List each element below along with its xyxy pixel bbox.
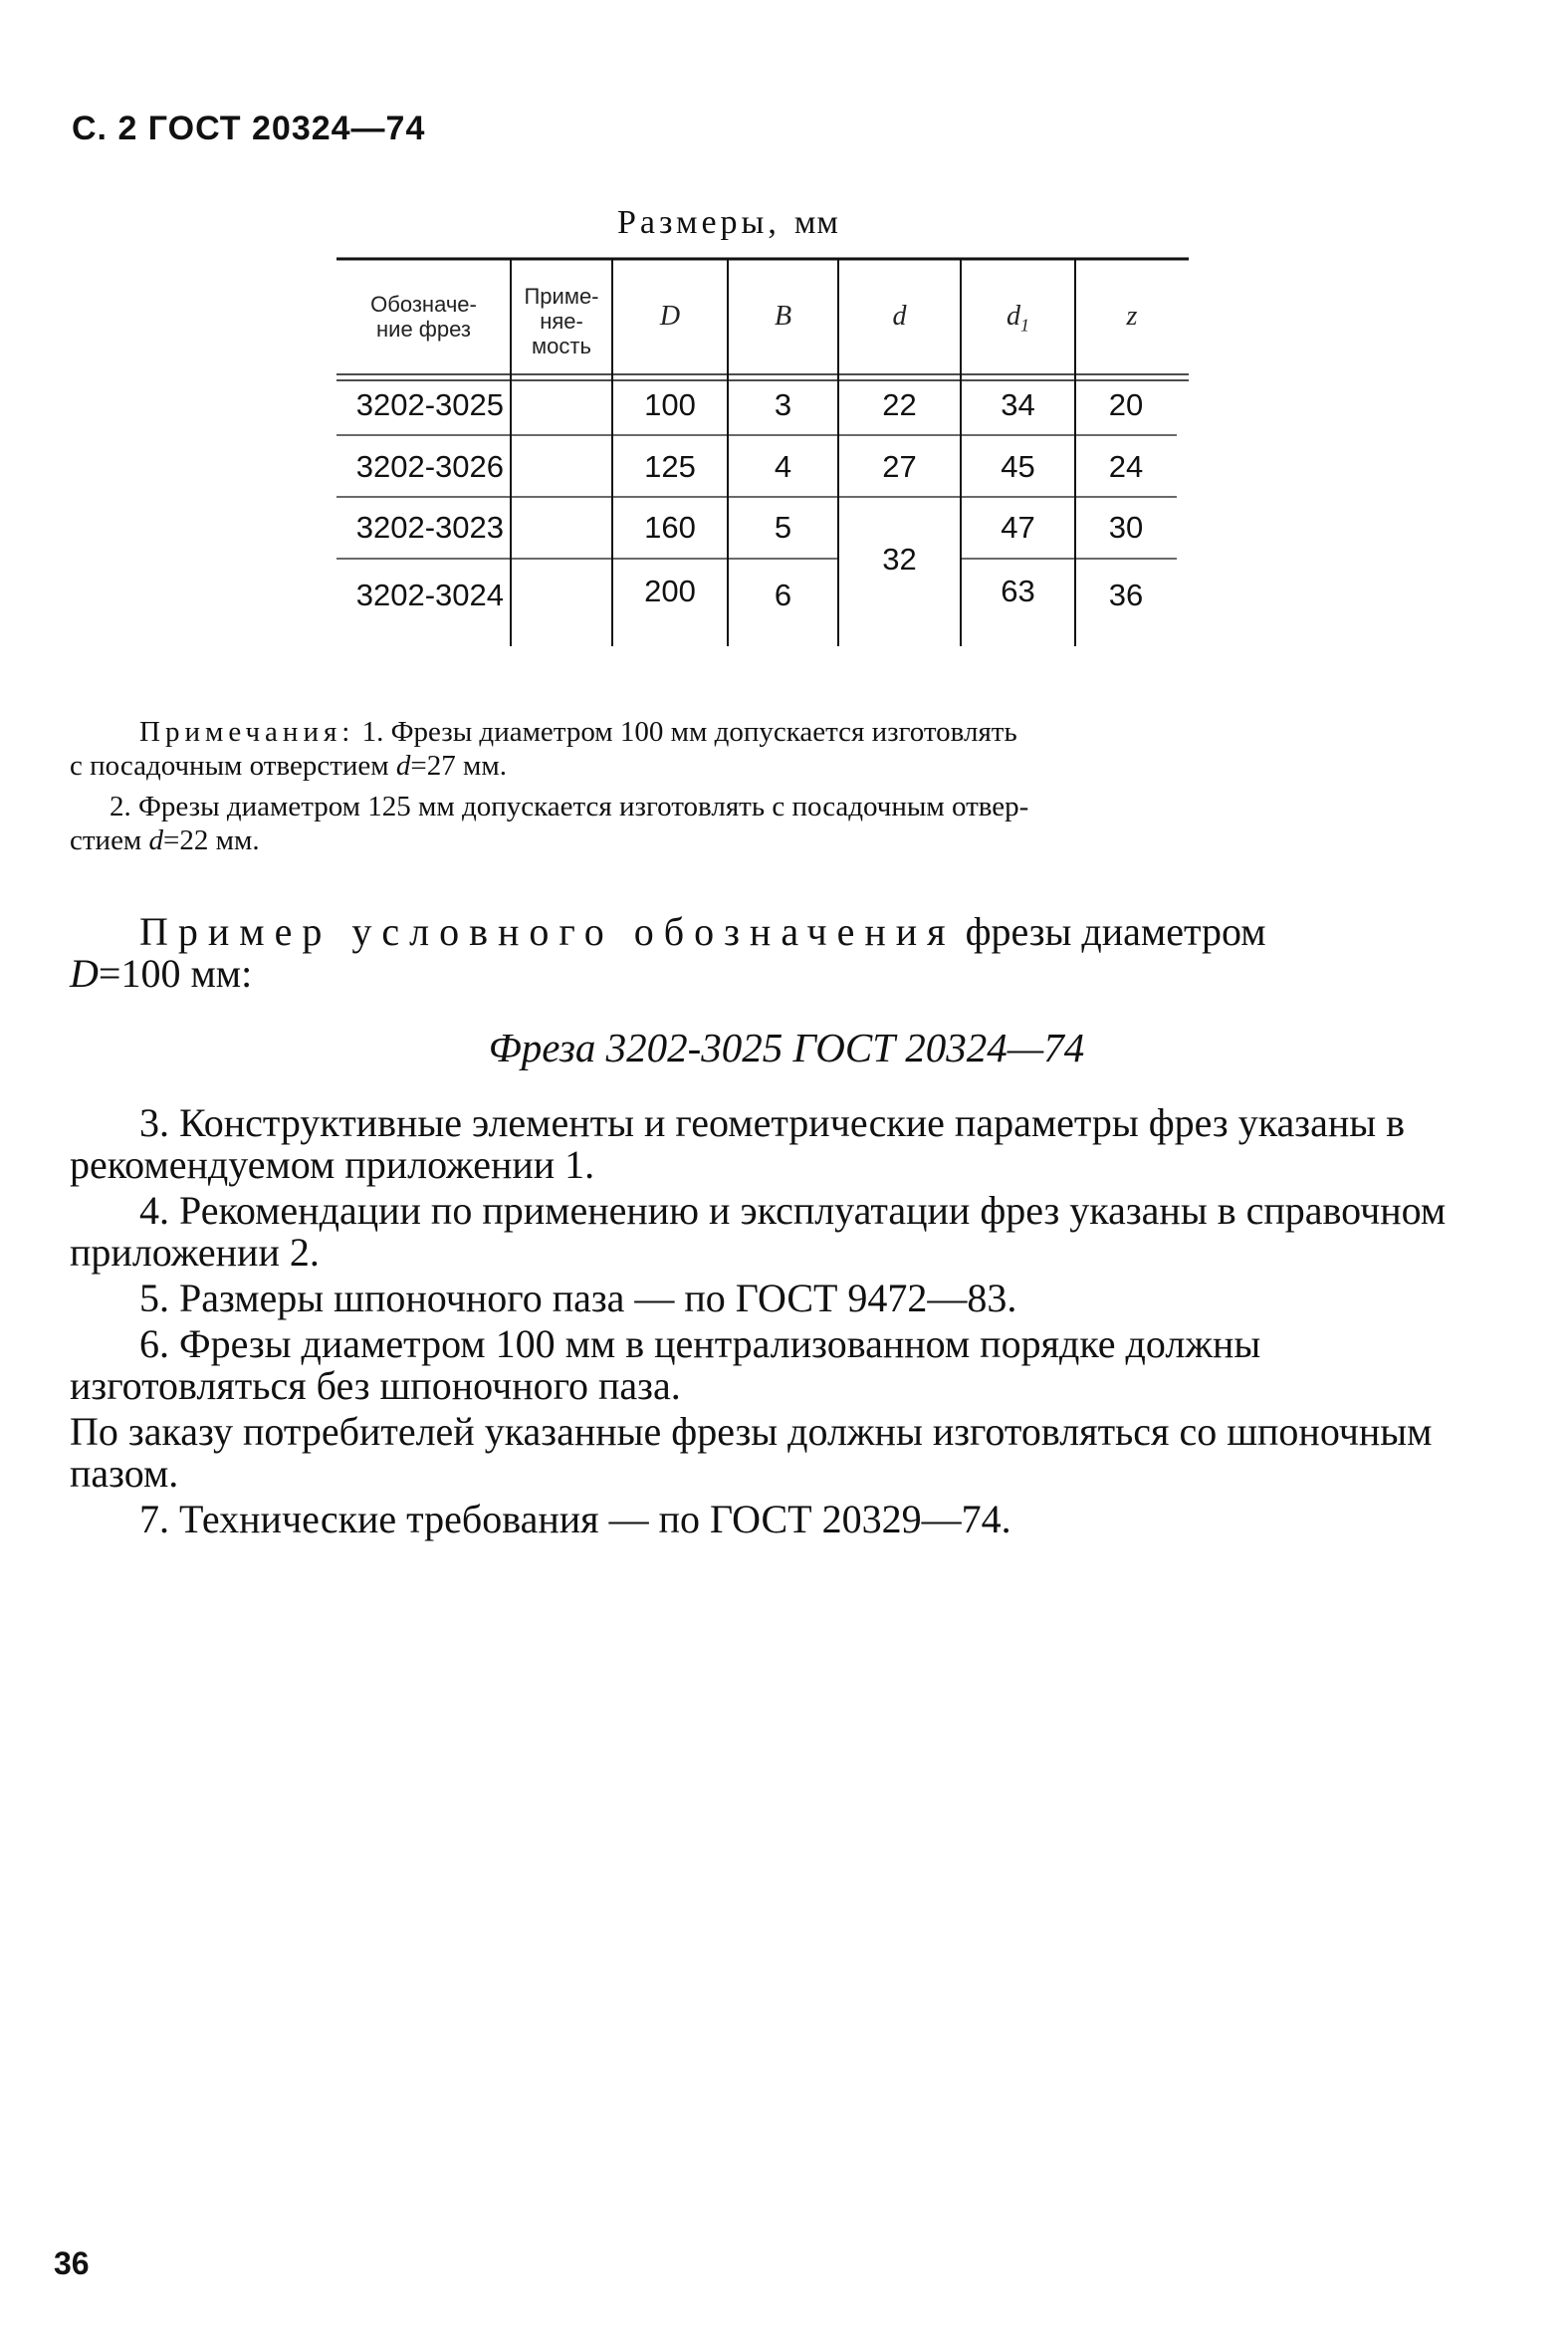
- table-caption-unit: мм: [793, 204, 839, 241]
- header-D: D: [659, 301, 681, 332]
- header-d1: [961, 301, 1075, 339]
- page-number: 36: [54, 2245, 90, 2281]
- row4-z: 36: [1108, 578, 1144, 612]
- row2-z: 24: [1108, 449, 1144, 484]
- row1-B: 3: [774, 387, 792, 422]
- row4-B: 6: [774, 578, 792, 612]
- row1-d: 22: [882, 387, 917, 422]
- row4-code: 3202-3024: [355, 578, 504, 612]
- note-1-text-b: с посадочным отверстием: [70, 750, 396, 782]
- notes-label: Примечания:: [139, 716, 355, 748]
- row2-code: 3202-3026: [355, 449, 504, 484]
- paragraph-3: 3. Конструктивные элементы и геометрические параметры фрез указаны в рекомендуемом приложении 1.: [70, 1100, 1406, 1187]
- table-caption: [617, 204, 839, 242]
- paragraph-6: 6. Фрезы диаметром 100 мм в централизованном порядке должны изготовляться без шпоночного паза.: [70, 1321, 1261, 1408]
- header-applicability: [511, 284, 612, 358]
- example-heading: Пример условного обозначения: [139, 909, 956, 954]
- row3-code: 3202-3023: [355, 510, 504, 545]
- note-1-text-c: =27 мм.: [410, 750, 507, 782]
- header-designation-line2: ние фрез: [376, 317, 471, 342]
- example-line-2: [70, 953, 1463, 995]
- header-d1-letter: d: [1007, 301, 1020, 332]
- row4-d1: 63: [1001, 574, 1035, 608]
- note-1: [139, 715, 1463, 749]
- example-variable: D: [70, 951, 99, 996]
- header-d: d: [892, 301, 907, 332]
- paragraph-5: 5. Размеры шпоночного паза — по ГОСТ 9472—83.: [139, 1276, 1017, 1320]
- example-line-1: [70, 911, 1463, 953]
- header-designation-line1: Обозначе-: [370, 292, 477, 317]
- row2-B: 4: [774, 449, 792, 484]
- note-1-text-a: 1. Фрезы диаметром 100 мм допускается изготовлять: [361, 716, 1017, 748]
- note-2-text-c: =22 мм.: [163, 824, 260, 856]
- note-1-variable: d: [395, 750, 411, 782]
- note-2-variable: d: [148, 824, 164, 856]
- row3-d1: 47: [1001, 510, 1035, 545]
- header-applicability-line1: Приме-: [524, 284, 599, 309]
- note-2: 2. Фрезы диаметром 125 мм допускается изготовлять с посадочным отвер-: [110, 791, 1029, 822]
- header-applicability-line3: мость: [532, 334, 591, 358]
- row1-code: 3202-3025: [355, 387, 504, 422]
- header-B: B: [774, 301, 792, 332]
- example-line-2-text: =100 мм:: [98, 951, 253, 996]
- row2-D: 125: [644, 449, 696, 484]
- row1-d1: 34: [1001, 387, 1035, 422]
- row2-d: 27: [882, 449, 917, 484]
- table-notes: [70, 715, 1463, 857]
- header-applicability-line2: няе-: [540, 309, 583, 334]
- row2-d1: 45: [1001, 449, 1035, 484]
- header-d1-subscript: 1: [1020, 315, 1029, 336]
- row3-z: 30: [1108, 510, 1144, 545]
- row1-D: 100: [644, 387, 696, 422]
- row3-D: 160: [644, 510, 696, 545]
- page-header: С. 2 ГОСТ 20324—74: [72, 110, 426, 147]
- header-designation: [336, 292, 511, 342]
- example-heading-rest: фрезы диаметром: [955, 909, 1266, 954]
- row3-4-d-merged: 32: [882, 542, 917, 577]
- row1-z: 20: [1108, 387, 1144, 422]
- paragraph-7: 7. Технические требования — по ГОСТ 20329—74.: [139, 1497, 1011, 1541]
- dimensions-table: [336, 256, 1189, 646]
- note-1-cont: [70, 749, 1463, 783]
- row3-B: 5: [774, 510, 792, 545]
- table-caption-text: Размеры,: [617, 204, 781, 241]
- row4-D: 200: [644, 574, 696, 608]
- paragraph-4: 4. Рекомендации по применению и эксплуатации фрез указаны в справочном приложении 2.: [70, 1188, 1447, 1275]
- body-text: [70, 911, 1463, 1540]
- order-note: По заказу потребителей указанные фрезы должны изготовляться со шпоночным пазом.: [70, 1409, 1433, 1496]
- example-designation: Фреза 3202-3025 ГОСТ 20324—74: [488, 1025, 1085, 1070]
- note-2-text-b: стием: [70, 824, 149, 856]
- header-z: z: [1126, 301, 1138, 332]
- note-2-cont: [70, 823, 1463, 857]
